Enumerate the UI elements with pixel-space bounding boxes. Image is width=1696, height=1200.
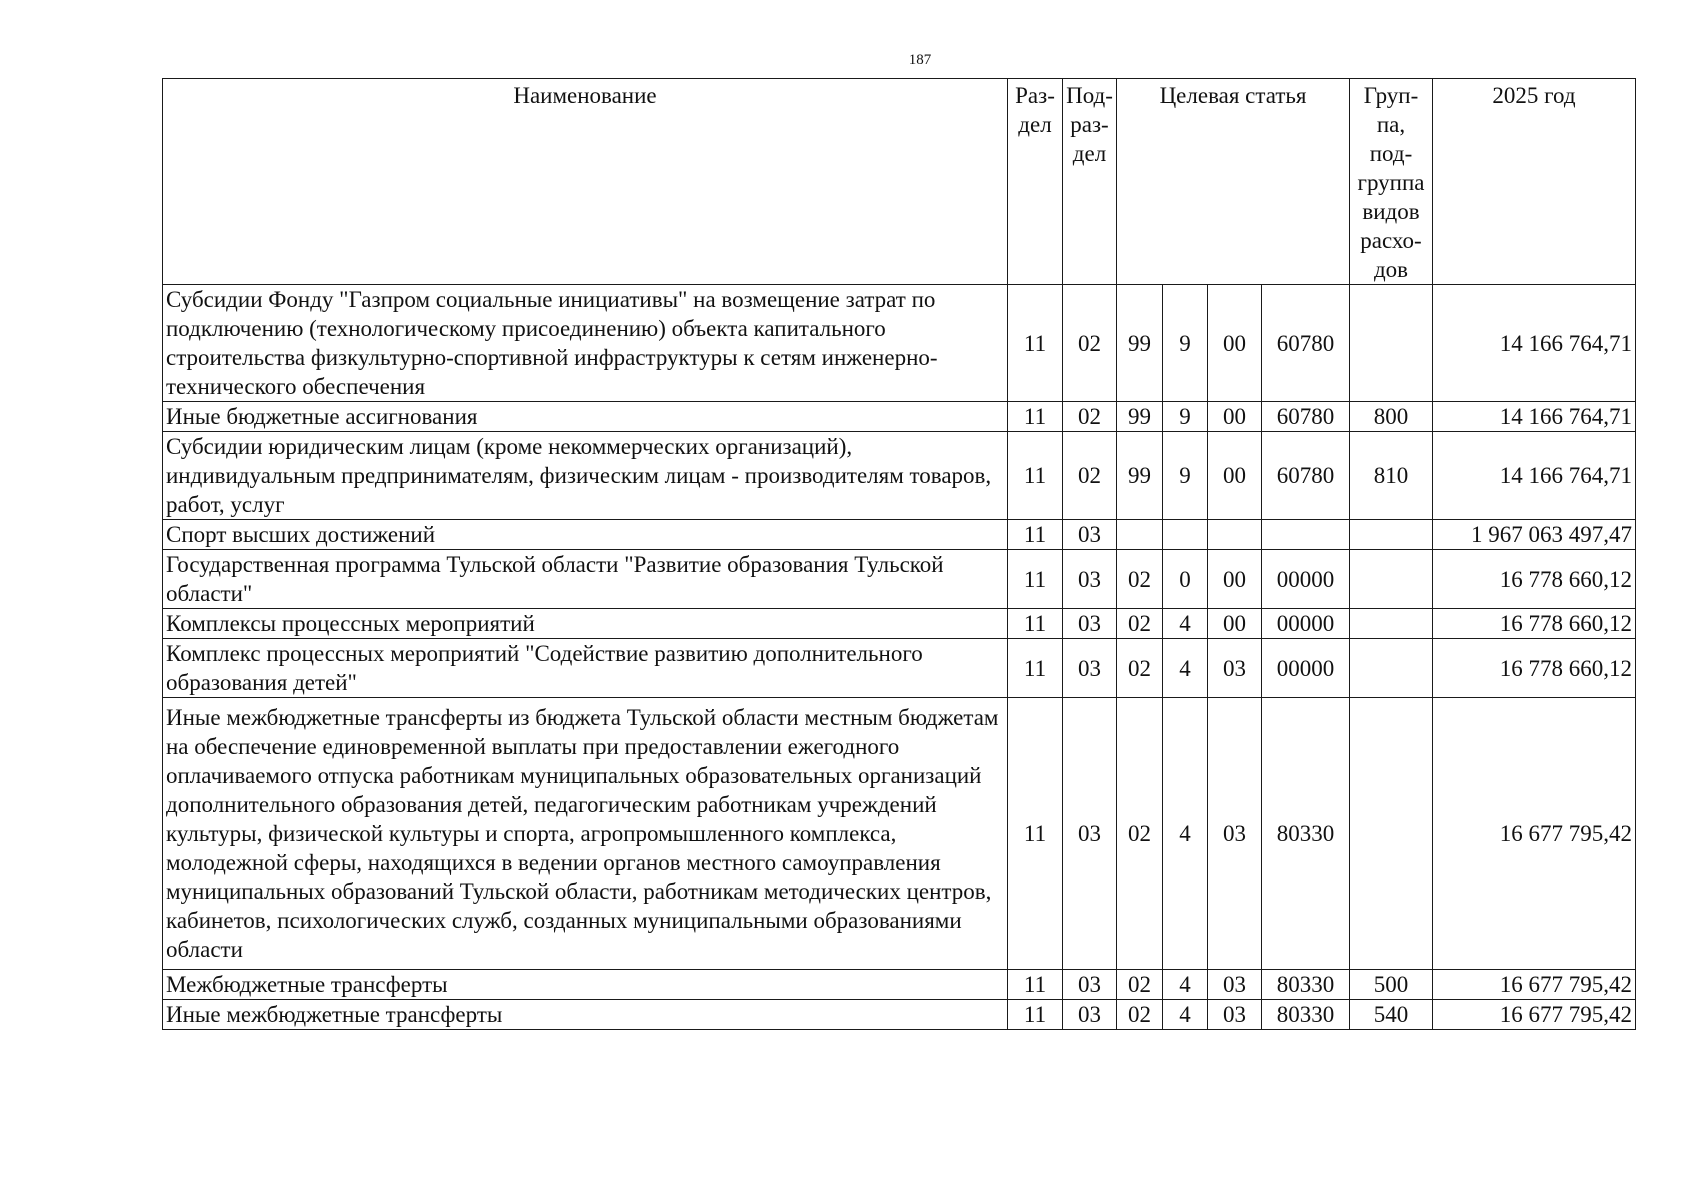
row-event-code: 00	[1208, 402, 1262, 432]
row-program-code: 02	[1117, 1000, 1163, 1030]
row-podrazdel: 03	[1063, 520, 1117, 550]
row-name: Субсидии Фонду "Газпром социальные инициативы" на возмещение затрат по подключению (технологическому присоединению) объекта капитального строительства физкультурно-спортивной инфраструктуры к сетям инженерно-технического обеспечения	[163, 285, 1008, 402]
row-razdel: 11	[1008, 285, 1063, 402]
page-number: 187	[908, 52, 932, 68]
table-header-row	[163, 79, 1636, 285]
row-razdel: 11	[1008, 698, 1063, 970]
row-event-code: 03	[1208, 698, 1262, 970]
row-name: Межбюджетные трансферты	[163, 970, 1008, 1000]
row-name: Иные межбюджетные трансферты	[163, 1000, 1008, 1030]
row-podrazdel: 02	[1063, 285, 1117, 402]
row-amount: 16 778 660,12	[1433, 639, 1636, 698]
row-name: Государственная программа Тульской области "Развитие образования Тульской области"	[163, 550, 1008, 609]
row-event-code: 00	[1208, 550, 1262, 609]
table-row	[163, 609, 1636, 639]
row-subprogram-code: 4	[1163, 970, 1208, 1000]
row-event-code: 00	[1208, 285, 1262, 402]
table-row	[163, 970, 1636, 1000]
row-razdel: 11	[1008, 1000, 1063, 1030]
row-amount: 16 778 660,12	[1433, 609, 1636, 639]
row-name: Субсидии юридическим лицам (кроме некоммерческих организаций), индивидуальным предпринимателям, физическим лицам - производителям товаров, работ, услуг	[163, 432, 1008, 520]
row-event-code: 00	[1208, 432, 1262, 520]
row-expense-group: 500	[1350, 970, 1433, 1000]
row-name: Комплексы процессных мероприятий	[163, 609, 1008, 639]
row-event-code: 03	[1208, 970, 1262, 1000]
table-row	[163, 1000, 1636, 1030]
row-direction-code: 00000	[1262, 609, 1350, 639]
row-name: Спорт высших достижений	[163, 520, 1008, 550]
row-podrazdel: 02	[1063, 402, 1117, 432]
row-amount: 1 967 063 497,47	[1433, 520, 1636, 550]
table-row	[163, 432, 1636, 520]
table-body	[163, 285, 1636, 1030]
table-row	[163, 402, 1636, 432]
table-row	[163, 550, 1636, 609]
header-razdel: Раз- дел	[1008, 79, 1063, 285]
row-event-code: 00	[1208, 609, 1262, 639]
row-subprogram-code: 0	[1163, 550, 1208, 609]
row-direction-code	[1262, 520, 1350, 550]
row-amount: 16 677 795,42	[1433, 698, 1636, 970]
table-row	[163, 285, 1636, 402]
row-subprogram-code: 4	[1163, 698, 1208, 970]
header-year: 2025 год	[1433, 79, 1636, 285]
row-direction-code: 00000	[1262, 550, 1350, 609]
row-amount: 16 677 795,42	[1433, 1000, 1636, 1030]
row-podrazdel: 03	[1063, 550, 1117, 609]
row-name: Комплекс процессных мероприятий "Содействие развитию дополнительного образования детей"	[163, 639, 1008, 698]
row-amount: 16 778 660,12	[1433, 550, 1636, 609]
row-razdel: 11	[1008, 520, 1063, 550]
row-subprogram-code: 9	[1163, 432, 1208, 520]
row-expense-group	[1350, 698, 1433, 970]
row-program-code: 99	[1117, 402, 1163, 432]
row-subprogram-code	[1163, 520, 1208, 550]
budget-table	[162, 78, 1636, 1030]
row-razdel: 11	[1008, 609, 1063, 639]
row-podrazdel: 03	[1063, 970, 1117, 1000]
row-program-code: 99	[1117, 432, 1163, 520]
row-amount: 16 677 795,42	[1433, 970, 1636, 1000]
row-event-code	[1208, 520, 1262, 550]
row-amount: 14 166 764,71	[1433, 402, 1636, 432]
row-razdel: 11	[1008, 970, 1063, 1000]
row-program-code: 99	[1117, 285, 1163, 402]
row-program-code: 02	[1117, 698, 1163, 970]
row-direction-code: 80330	[1262, 698, 1350, 970]
table-row	[163, 698, 1636, 970]
row-event-code: 03	[1208, 639, 1262, 698]
row-subprogram-code: 9	[1163, 402, 1208, 432]
row-amount: 14 166 764,71	[1433, 285, 1636, 402]
row-razdel: 11	[1008, 402, 1063, 432]
row-name: Иные бюджетные ассигнования	[163, 402, 1008, 432]
row-event-code: 03	[1208, 1000, 1262, 1030]
table-row	[163, 639, 1636, 698]
table-row	[163, 520, 1636, 550]
row-direction-code: 60780	[1262, 402, 1350, 432]
row-expense-group	[1350, 550, 1433, 609]
header-podrazdel: Под- раз- дел	[1063, 79, 1117, 285]
row-direction-code: 80330	[1262, 970, 1350, 1000]
row-podrazdel: 03	[1063, 1000, 1117, 1030]
row-program-code: 02	[1117, 609, 1163, 639]
row-program-code: 02	[1117, 550, 1163, 609]
row-direction-code: 80330	[1262, 1000, 1350, 1030]
row-direction-code: 60780	[1262, 432, 1350, 520]
row-podrazdel: 03	[1063, 639, 1117, 698]
row-expense-group	[1350, 520, 1433, 550]
row-subprogram-code: 4	[1163, 1000, 1208, 1030]
row-subprogram-code: 9	[1163, 285, 1208, 402]
row-razdel: 11	[1008, 639, 1063, 698]
row-expense-group: 810	[1350, 432, 1433, 520]
row-podrazdel: 03	[1063, 698, 1117, 970]
row-program-code	[1117, 520, 1163, 550]
row-expense-group: 800	[1350, 402, 1433, 432]
header-tselevaya-statya: Целевая статья	[1117, 79, 1350, 285]
row-expense-group	[1350, 285, 1433, 402]
row-subprogram-code: 4	[1163, 639, 1208, 698]
row-podrazdel: 03	[1063, 609, 1117, 639]
row-razdel: 11	[1008, 550, 1063, 609]
row-program-code: 02	[1117, 639, 1163, 698]
row-expense-group	[1350, 609, 1433, 639]
header-gruppa-vidov-rashodov: Груп- па, под- группа видов расхо- дов	[1350, 79, 1433, 285]
row-program-code: 02	[1117, 970, 1163, 1000]
row-expense-group	[1350, 639, 1433, 698]
row-direction-code: 00000	[1262, 639, 1350, 698]
row-subprogram-code: 4	[1163, 609, 1208, 639]
row-expense-group: 540	[1350, 1000, 1433, 1030]
row-name: Иные межбюджетные трансферты из бюджета Тульской области местным бюджетам на обеспечение единовременной выплаты при предоставлении ежегодного оплачиваемого отпуска работникам муниципальных образовательных организаций дополнительного образования детей, педагогическим работникам учреждений культуры, физической культуры и спорта, агропромышленного комплекса, молодежной сферы, находящихся в ведении органов местного самоуправления муниципальных образований Тульской области, работникам методических центров, кабинетов, психологических служб, созданных муниципальными образованиями области	[163, 698, 1008, 970]
row-razdel: 11	[1008, 432, 1063, 520]
row-amount: 14 166 764,71	[1433, 432, 1636, 520]
header-name: Наименование	[163, 79, 1008, 285]
row-podrazdel: 02	[1063, 432, 1117, 520]
row-direction-code: 60780	[1262, 285, 1350, 402]
